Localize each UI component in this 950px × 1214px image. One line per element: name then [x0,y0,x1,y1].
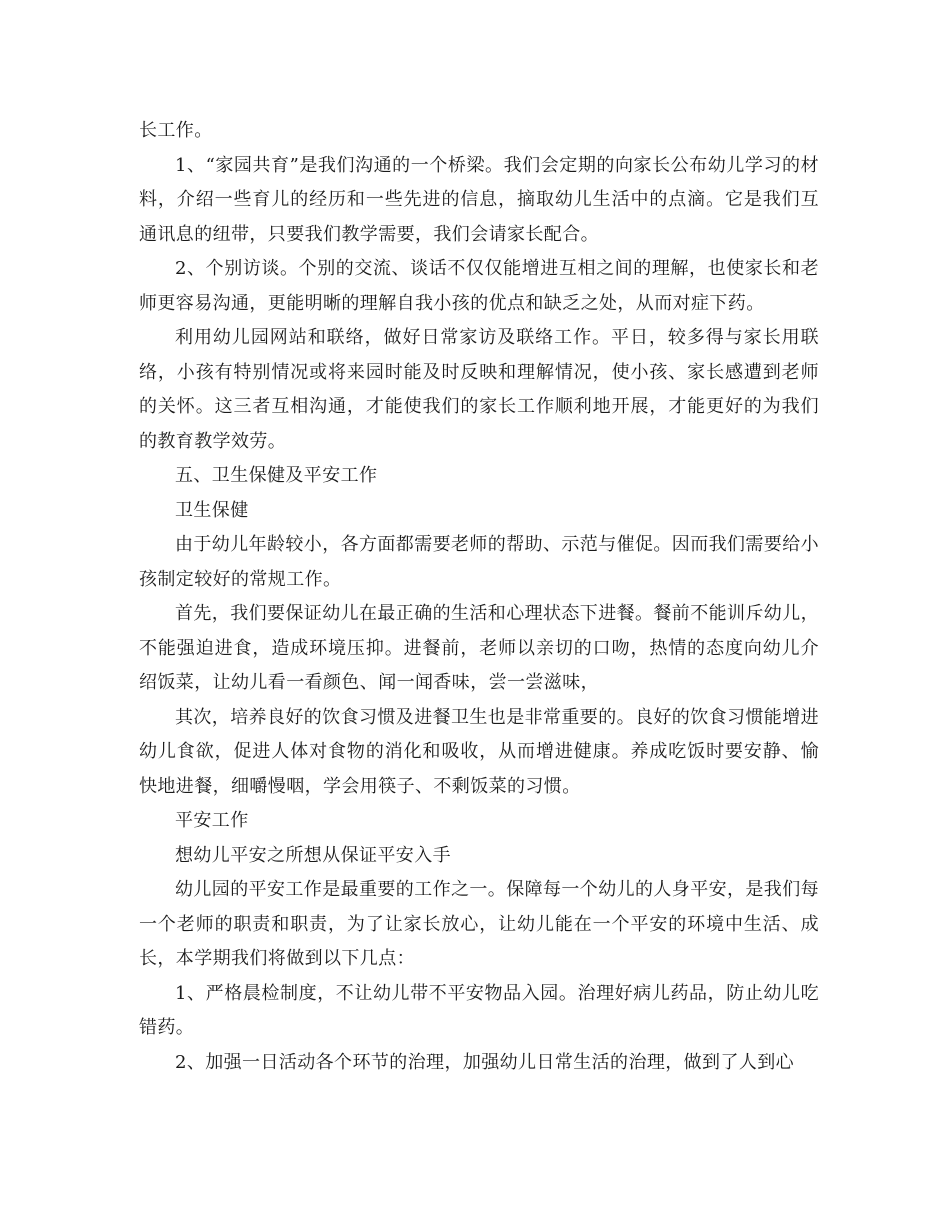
paragraph: 1、严格晨检制度，不让幼儿带不平安物品入园。治理好病儿药品，防止幼儿吃错药。 [139,982,819,1038]
paragraph: 2、加强一日活动各个环节的治理，加强幼儿日常生活的治理，做到了人到心 [175,1051,795,1073]
paragraph: 长工作。 [139,120,213,141]
paragraph: 2、个别访谈。个别的交流、谈话不仅仅能增进互相之间的理解，也使家长和老师更容易沟通，更能明晰的理解自我小孩的优点和缺乏之处，从而对症下药。 [139,258,819,314]
paragraph: 1、“家园共育”是我们沟通的一个桥梁。我们会定期的向家长公布幼儿学习的材料，介绍一些育儿的经历和一些先进的信息，摘取幼儿生活中的点滴。它是我们互通讯息的纽带，只要我们教学需要，我们会请家长配合。 [139,154,819,245]
paragraph: 首先，我们要保证幼儿在最正确的生活和心理状态下进餐。餐前不能训斥幼儿，不能强迫进食，造成环境压抑。进餐前，老师以亲切的口吻，热情的态度向幼儿介绍饭菜，让幼儿看一看颜色、闻一闻香味，尝一尝滋味， [139,603,819,693]
paragraph: 由于幼儿年龄较小，各方面都需要老师的帮助、示范与催促。因而我们需要给小孩制定较好的常规工作。 [139,534,819,590]
subsection-heading: 平安工作 [175,810,249,831]
subsection-heading: 卫生保健 [175,499,249,521]
subsection-heading: 想幼儿平安之所想从保证平安入手 [175,844,451,866]
document-body [139,114,819,1080]
paragraph: 幼儿园的平安工作是最重要的工作之一。保障每一个幼儿的人身平安，是我们每一个老师的职责和职责，为了让家长放心，让幼儿能在一个平安的环境中生活、成长，本学期我们将做到以下几点： [139,879,819,969]
paragraph: 其次，培养良好的饮食习惯及进餐卫生也是非常重要的。良好的饮食习惯能增进幼儿食欲，促进人体对食物的消化和吸收，从而增进健康。养成吃饭时要安静、愉快地进餐，细嚼慢咽，学会用筷子、不剩饭菜的习惯。 [139,706,819,797]
section-heading: 五、卫生保健及平安工作 [175,465,378,486]
paragraph: 利用幼儿园网站和联络，做好日常家访及联络工作。平日，较多得与家长用联络，小孩有特别情况或将来园时能及时反映和理解情况，使小孩、家长感遭到老师的关怀。这三者互相沟通，才能使我们的家长工作顺利地开展，才能更好的为我们的教育教学效劳。 [139,327,819,452]
